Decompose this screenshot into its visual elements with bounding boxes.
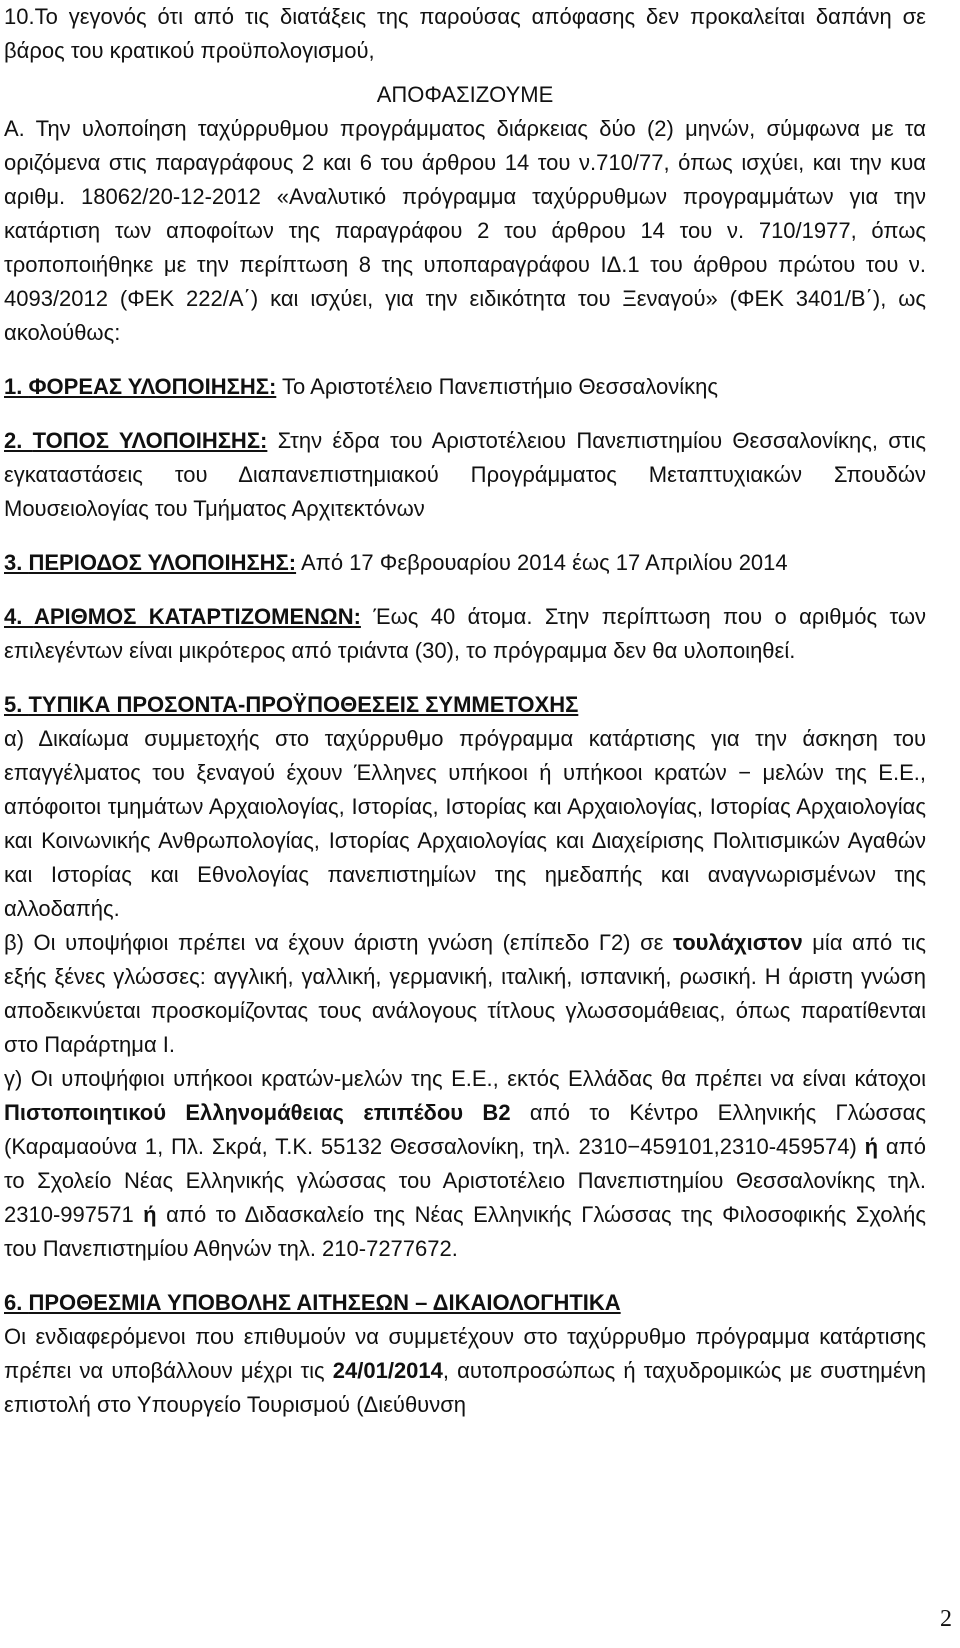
section-5-label: ΤΥΠΙΚΑ ΠΡΟΣΟΝΤΑ-ΠΡΟΫΠΟΘΕΣΕΙΣ ΣΥΜΜΕΤΟΧΗΣ bbox=[28, 692, 579, 717]
section-2-text: Στην έδρα του Αριστοτέλειου Πανεπιστημίου Θεσσαλονίκης, στις εγκαταστάσεις του Διαπανεπιστημιακού Προγράμματος Μεταπτυχιακών Σπουδών Μουσειολογίας του Τμήματος Αρχιτεκτόνων bbox=[4, 428, 926, 521]
section-5-item-c-bold-1: Πιστοποιητικού Ελληνομάθειας επιπέδου Β2 bbox=[4, 1100, 511, 1125]
section-2-number: 2. bbox=[4, 428, 33, 453]
section-3-number: 3. bbox=[4, 550, 29, 575]
section-5-item-b-bold: τουλάχιστον bbox=[673, 930, 803, 955]
section-3 bbox=[4, 546, 926, 580]
section-5-item-c-text-4: από το Διδασκαλείο της Νέας Ελληνικής Γλώσσας της Φιλοσοφικής Σχολής του Πανεπιστημίου Αθηνών τηλ. 210-7277672. bbox=[4, 1202, 927, 1261]
section-5-item-c-bold-3: ή bbox=[143, 1202, 157, 1227]
section-1 bbox=[4, 370, 926, 404]
section-5-heading bbox=[4, 688, 926, 722]
section-6-heading bbox=[4, 1286, 926, 1320]
section-6-deadline-date: 24/01/2014 bbox=[332, 1358, 443, 1383]
section-5-item-b bbox=[4, 926, 926, 1062]
section-5-item-c-text-3: από το Σχολείο Νέας Ελληνικής γλώσσας του Αριστοτέλειο Πανεπιστημίου Θεσσαλονίκης τηλ. 2310-997571 bbox=[4, 1134, 927, 1227]
section-5-item-b-text-2: μία από τις εξής ξένες γλώσσες: αγγλική, γαλλική, γερμανική, ιταλική, ισπανική, ρωσική. Η άριστη γνώση αποδεικνύεται προσκομίζοντας τους ανάλογους τίτλους γλωσσομάθειας, όπως παρατίθενται στο Παράρτημα Ι. bbox=[4, 930, 926, 1057]
section-3-label: ΠΕΡΙΟΔΟΣ ΥΛΟΠΟΙΗΣΗΣ: bbox=[28, 550, 297, 575]
section-6-text-1: Οι ενδιαφερόμενοι που επιθυμούν να συμμετέχουν στο ταχύρρυθμο πρόγραμμα κατάρτισης πρέπει να υποβάλλουν μέχρι τις bbox=[4, 1324, 926, 1383]
section-2 bbox=[4, 424, 926, 526]
section-5-item-c-text-1: γ) Οι υποψήφιοι υπήκοοι κρατών-μελών της Ε.Ε., εκτός Ελλάδας θα πρέπει να είναι κάτοχοι bbox=[4, 1066, 926, 1091]
paragraph-a: Α. Την υλοποίηση ταχύρρυθμου προγράμματος διάρκειας δύο (2) μηνών, σύμφωνα με τα οριζόμενα στις παραγράφους 2 και 6 του άρθρου 14 του ν.710/77, όπως ισχύει, και την κυα αριθμ. 18062/20-12-2012 «Αναλυτικό πρόγραμμα ταχύρρυθμων προγραμμάτων για την κατάρτιση των αποφοίτων της παραγράφου 2 του άρθρου 14 του ν. 710/1977, όπως τροποποιήθηκε με την περίπτωση 8 της υποπαραγράφου ΙΔ.1 του άρθρου πρώτου του ν. 4093/2012 (ΦΕΚ 222/Α΄) και ισχύει, για την ειδικότητα του Ξεναγού» (ΦΕΚ 3401/Β΄), ως ακολούθως: bbox=[4, 116, 926, 345]
section-1-text: Το Αριστοτέλειο Πανεπιστήμιο Θεσσαλονίκης bbox=[276, 374, 718, 399]
section-6-text-2: , αυτοπροσώπως ή ταχυδρομικώς με συστημένη επιστολή στο Υπουργείο Τουρισμού (Διεύθυνση bbox=[4, 1358, 926, 1417]
section-2-label: ΤΟΠΟΣ ΥΛΟΠΟΙΗΣΗΣ: bbox=[32, 428, 268, 453]
section-5-item-b-text-1: β) Οι υποψήφιοι πρέπει να έχουν άριστη γνώση (επίπεδο Γ2) σε bbox=[4, 930, 674, 955]
section-6-text bbox=[4, 1320, 926, 1422]
section-6-number: 6. bbox=[4, 1290, 29, 1315]
section-3-text: Από 17 Φεβρουαρίου 2014 έως 17 Απριλίου 2014 bbox=[296, 550, 788, 575]
section-4-text: Έως 40 άτομα. Στην περίπτωση που ο αριθμός των επιλεγέντων είναι μικρότερος από τριάντα (30), το πρόγραμμα δεν θα υλοποιηθεί. bbox=[4, 604, 926, 663]
section-5-item-a: α) Δικαίωμα συμμετοχής στο ταχύρρυθμο πρόγραμμα κατάρτισης για την άσκηση του επαγγέλματος του ξεναγού έχουν Έλληνες υπήκοοι ή υπήκοοι κρατών − μελών της Ε.Ε., απόφοιτοι τμημάτων Αρχαιολογίας, Ιστορίας, Ιστορίας και Αρχαιολογίας, Ιστορίας Αρχαιολογίας και Κοινωνικής Ανθρωπολογίας, Ιστορίας Αρχαιολογίας και Διαχείρισης Πολιτισμικών Αγαθών και Ιστορίας και Εθνολογίας πανεπιστημίων της ημεδαπής και αναγνωρισμένων της αλλοδαπής. bbox=[4, 726, 926, 921]
decision-heading: ΑΠΟΦΑΣΙΖΟΥΜΕ bbox=[376, 82, 554, 107]
section-5-item-c-bold-2: ή bbox=[864, 1134, 879, 1159]
section-5-item-c bbox=[4, 1062, 926, 1266]
section-5-number: 5. bbox=[4, 692, 29, 717]
page-number: 2 bbox=[940, 1606, 952, 1632]
section-1-number: 1. bbox=[4, 374, 29, 399]
section-4-number: 4. bbox=[4, 604, 34, 629]
section-4-label: ΑΡΙΘΜΟΣ ΚΑΤΑΡΤΙΖΟΜΕΝΩΝ: bbox=[33, 604, 361, 629]
intro-paragraph-10: 10.Το γεγονός ότι από τις διατάξεις της παρούσας απόφασης δεν προκαλείται δαπάνη σε βάρος του κρατικού προϋπολογισμού, bbox=[4, 4, 926, 63]
section-5-item-c-text-2: από το Κέντρο Ελληνικής Γλώσσας (Καραμαούνα 1, Πλ. Σκρά, Τ.Κ. 55132 Θεσσαλονίκη, τηλ. 2310−459101,2310-459574) bbox=[4, 1100, 926, 1159]
section-4 bbox=[4, 600, 926, 668]
section-1-label: ΦΟΡΕΑΣ ΥΛΟΠΟΙΗΣΗΣ: bbox=[28, 374, 277, 399]
section-6-label: ΠΡΟΘΕΣΜΙΑ ΥΠΟΒΟΛΗΣ ΑΙΤΗΣΕΩΝ – ΔΙΚΑΙΟΛΟΓΗΤΙΚΑ bbox=[28, 1290, 621, 1315]
